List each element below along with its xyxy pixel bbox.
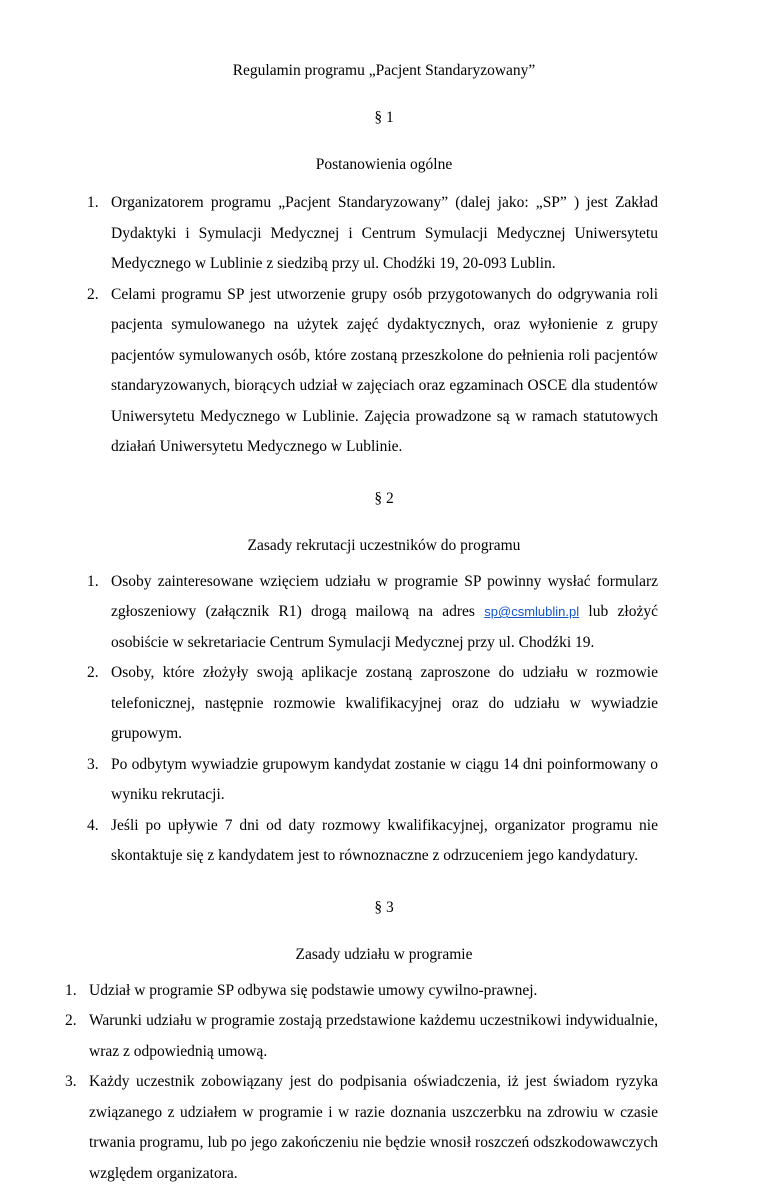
section-1-mark: § 1 — [0, 107, 768, 129]
list-item-text-part: Osoby zainteresowane wzięciem udziału w programie SP powinny wysłać formularz zgłoszeniowy (załącznik R1) drogą mailową na adres — [111, 573, 658, 621]
document-page — [0, 60, 768, 1054]
list-item-number: 2. — [87, 658, 99, 689]
list-item-text: Organizatorem programu „Pacjent Standaryzowany” (dalej jako: „SP” ) jest Zakład Dydaktyki i Symulacji Medycznej i Centrum Symulacji Medycznej Uniwersytetu Medycznego w Lublinie z siedzibą przy ul. Chodźki 19, 20-093 Lublin. — [111, 188, 658, 280]
list-item-number: 1. — [87, 567, 99, 598]
list-item — [111, 811, 658, 872]
list-item — [111, 188, 658, 280]
list-item-number: 2. — [87, 280, 99, 311]
list-item — [111, 567, 658, 659]
list-item-text-part: lub złożyć osobiście w sekretariacie Centrum Symulacji Medycznej przy ul. Chodźki 19. — [111, 603, 658, 651]
list-item-number: 4. — [87, 811, 99, 842]
list-item-text — [111, 567, 658, 659]
section-3-mark: § 3 — [0, 897, 768, 919]
list-item-text: Celami programu SP jest utworzenie grupy osób przygotowanych do odgrywania roli pacjenta symulowanego na użytek zajęć dydaktycznych, oraz wyłonienie z grupy pacjentów symulowanych osób, które zostaną przeszkolone do pełnienia roli pacjentów standaryzowanych, biorących udział w zajęciach oraz egzaminach OSCE dla studentów Uniwersytetu Medycznego w Lublinie. Zajęcia prowadzone są w ramach statutowych działań Uniwersytetu Medycznego w Lublinie. — [111, 280, 658, 463]
list-item-text: Jeśli po upływie 7 dni od daty rozmowy kwalifikacyjnej, organizator programu nie skontaktuje się z kandydatem jest to równoznaczne z odrzuceniem jego kandydatury. — [111, 811, 658, 872]
list-item-text: Po odbytym wywiadzie grupowym kandydat zostanie w ciągu 14 dni poinformowany o wyniku rekrutacji. — [111, 750, 658, 811]
section-2-heading: Zasady rekrutacji uczestników do programu — [0, 535, 768, 557]
list-item — [111, 750, 658, 811]
email-link[interactable]: sp@csmlublin.pl — [484, 604, 579, 619]
list-item-number: 3. — [87, 750, 99, 781]
list-item — [89, 976, 658, 1007]
list-item-text: Warunki udziału w programie zostają przedstawione każdemu uczestnikowi indywidualnie, wraz z odpowiednią umową. — [89, 1006, 658, 1067]
list-item — [89, 1067, 658, 1189]
list-item — [111, 658, 658, 750]
list-item-number: 1. — [87, 188, 99, 219]
list-item-text: Udział w programie SP odbywa się podstawie umowy cywilno-prawnej. — [89, 976, 658, 1007]
document-title: Regulamin programu „Pacjent Standaryzowany” — [0, 60, 768, 82]
list-item-number: 3. — [65, 1067, 77, 1098]
section-2-mark: § 2 — [0, 488, 768, 510]
list-item — [89, 1006, 658, 1067]
list-item — [111, 280, 658, 463]
list-item-number: 2. — [65, 1006, 77, 1037]
list-item-text: Każdy uczestnik zobowiązany jest do podpisania oświadczenia, iż jest świadom ryzyka związanego z udziałem w programie i w razie doznania uszczerbku na zdrowiu w czasie trwania programu, lub po jego zakończeniu nie będzie wnosił roszczeń odszkodowawczych względem organizatora. — [89, 1067, 658, 1189]
section-1-list — [0, 188, 768, 463]
section-3-list — [0, 976, 768, 1189]
list-item-text: Osoby, które złożyły swoją aplikacje zostaną zaproszone do udziału w rozmowie telefonicznej, następnie rozmowie kwalifikacyjnej oraz do udziału w wywiadzie grupowym. — [111, 658, 658, 750]
section-3-heading: Zasady udziału w programie — [0, 944, 768, 966]
section-1-heading: Postanowienia ogólne — [0, 154, 768, 176]
list-item-number: 1. — [65, 976, 77, 1007]
section-2-list — [0, 567, 768, 872]
